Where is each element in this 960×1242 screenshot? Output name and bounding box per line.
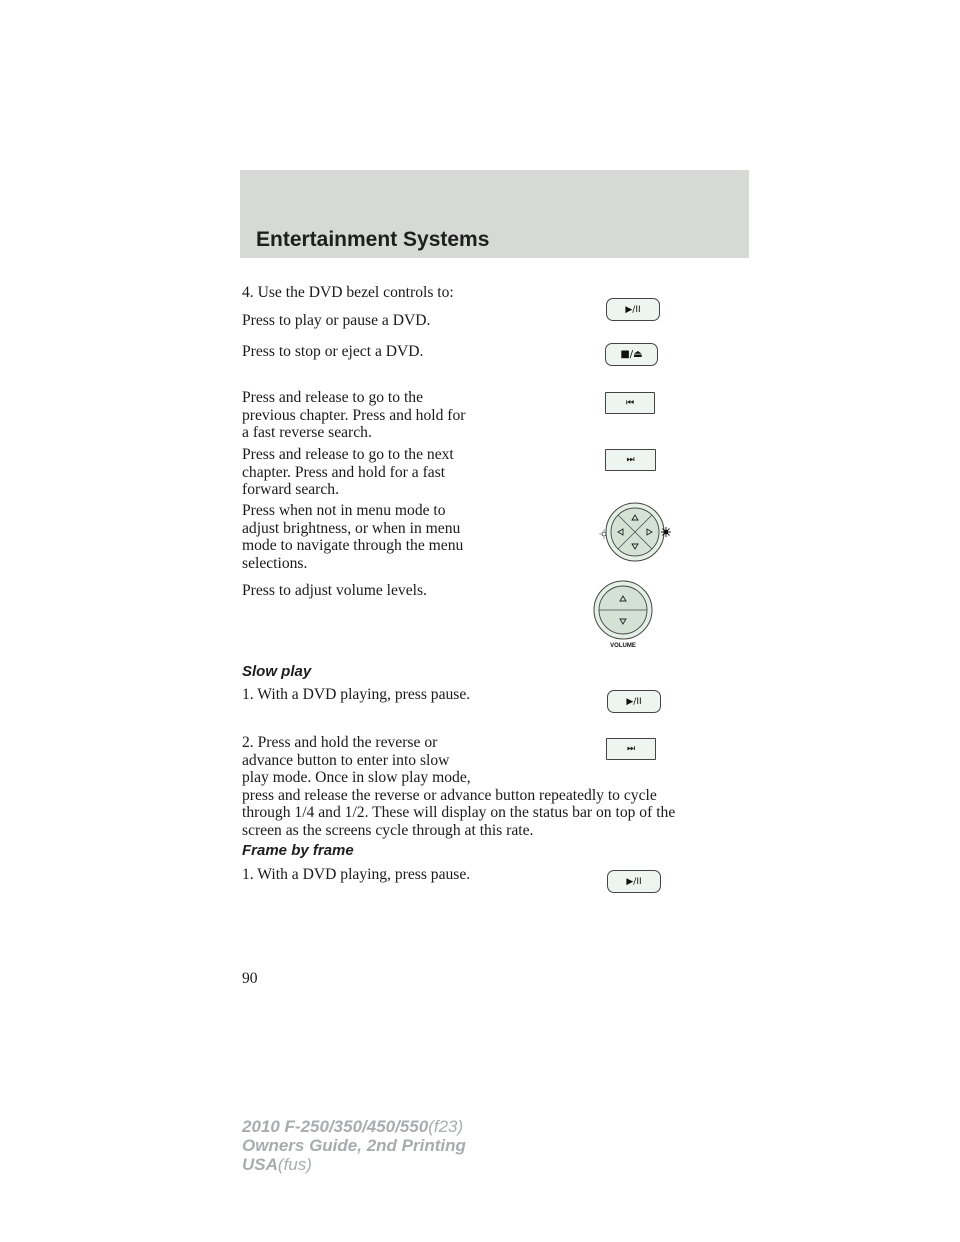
slow-play-pause-icon: ▶/II [607, 690, 661, 713]
play-pause-description: Press to play or pause a DVD. [242, 312, 431, 329]
volume-description: Press to adjust volume levels. [242, 582, 427, 599]
volume-label: VOLUME [610, 643, 636, 649]
slow-play-step-2: 2. Press and hold the reverse or advance button to enter into slow play mode. Once in slow play mode, press and release the reverse or advance button repeatedly to cycle through 1/4 and 1/2. These will display on the status bar on top of the screen as the screens cycle through at this rate. [242, 734, 676, 839]
frame-by-frame-step-1: 1. With a DVD playing, press pause. [242, 866, 471, 883]
volume-dial-icon [592, 580, 656, 650]
footer-model: 2010 F-250/350/450/550 [242, 1117, 429, 1136]
footer-guide: Owners Guide, 2nd Printing [242, 1136, 466, 1155]
brightness-navigation-description: Press when not in menu mode to adjust brightness, or when in menu mode to navigate through the menu selections. [242, 502, 464, 572]
next-chapter-icon: ⏭ [605, 449, 656, 471]
footer-region-code: (fus) [277, 1155, 312, 1174]
page-number: 90 [242, 970, 258, 987]
stop-eject-description: Press to stop or eject a DVD. [242, 343, 424, 360]
frame-by-frame-heading: Frame by frame [242, 842, 354, 859]
frame-by-frame-pause-icon: ▶/II [607, 870, 661, 893]
play-pause-icon: ▶/II [606, 298, 660, 321]
section-title: Entertainment Systems [256, 228, 490, 251]
footer-model-code: (f23) [428, 1117, 464, 1136]
stop-eject-icon: ■/⏏ [605, 343, 658, 366]
section-header [240, 170, 749, 258]
slow-play-step-1: 1. With a DVD playing, press pause. [242, 686, 471, 703]
slow-play-next-icon: ⏭ [606, 738, 656, 760]
intro-text: 4. Use the DVD bezel controls to: [242, 284, 454, 301]
next-chapter-description: Press and release to go to the next chapter. Press and hold for a fast forward search. [242, 446, 454, 499]
previous-chapter-icon: ⏮ [605, 392, 655, 414]
slow-play-heading: Slow play [242, 663, 312, 680]
footer-region: USA [242, 1155, 278, 1174]
document-footer [242, 1117, 466, 1174]
brightness-navigation-dial-icon [597, 500, 671, 564]
previous-chapter-description: Press and release to go to the previous chapter. Press and hold for a fast reverse search. [242, 389, 466, 442]
